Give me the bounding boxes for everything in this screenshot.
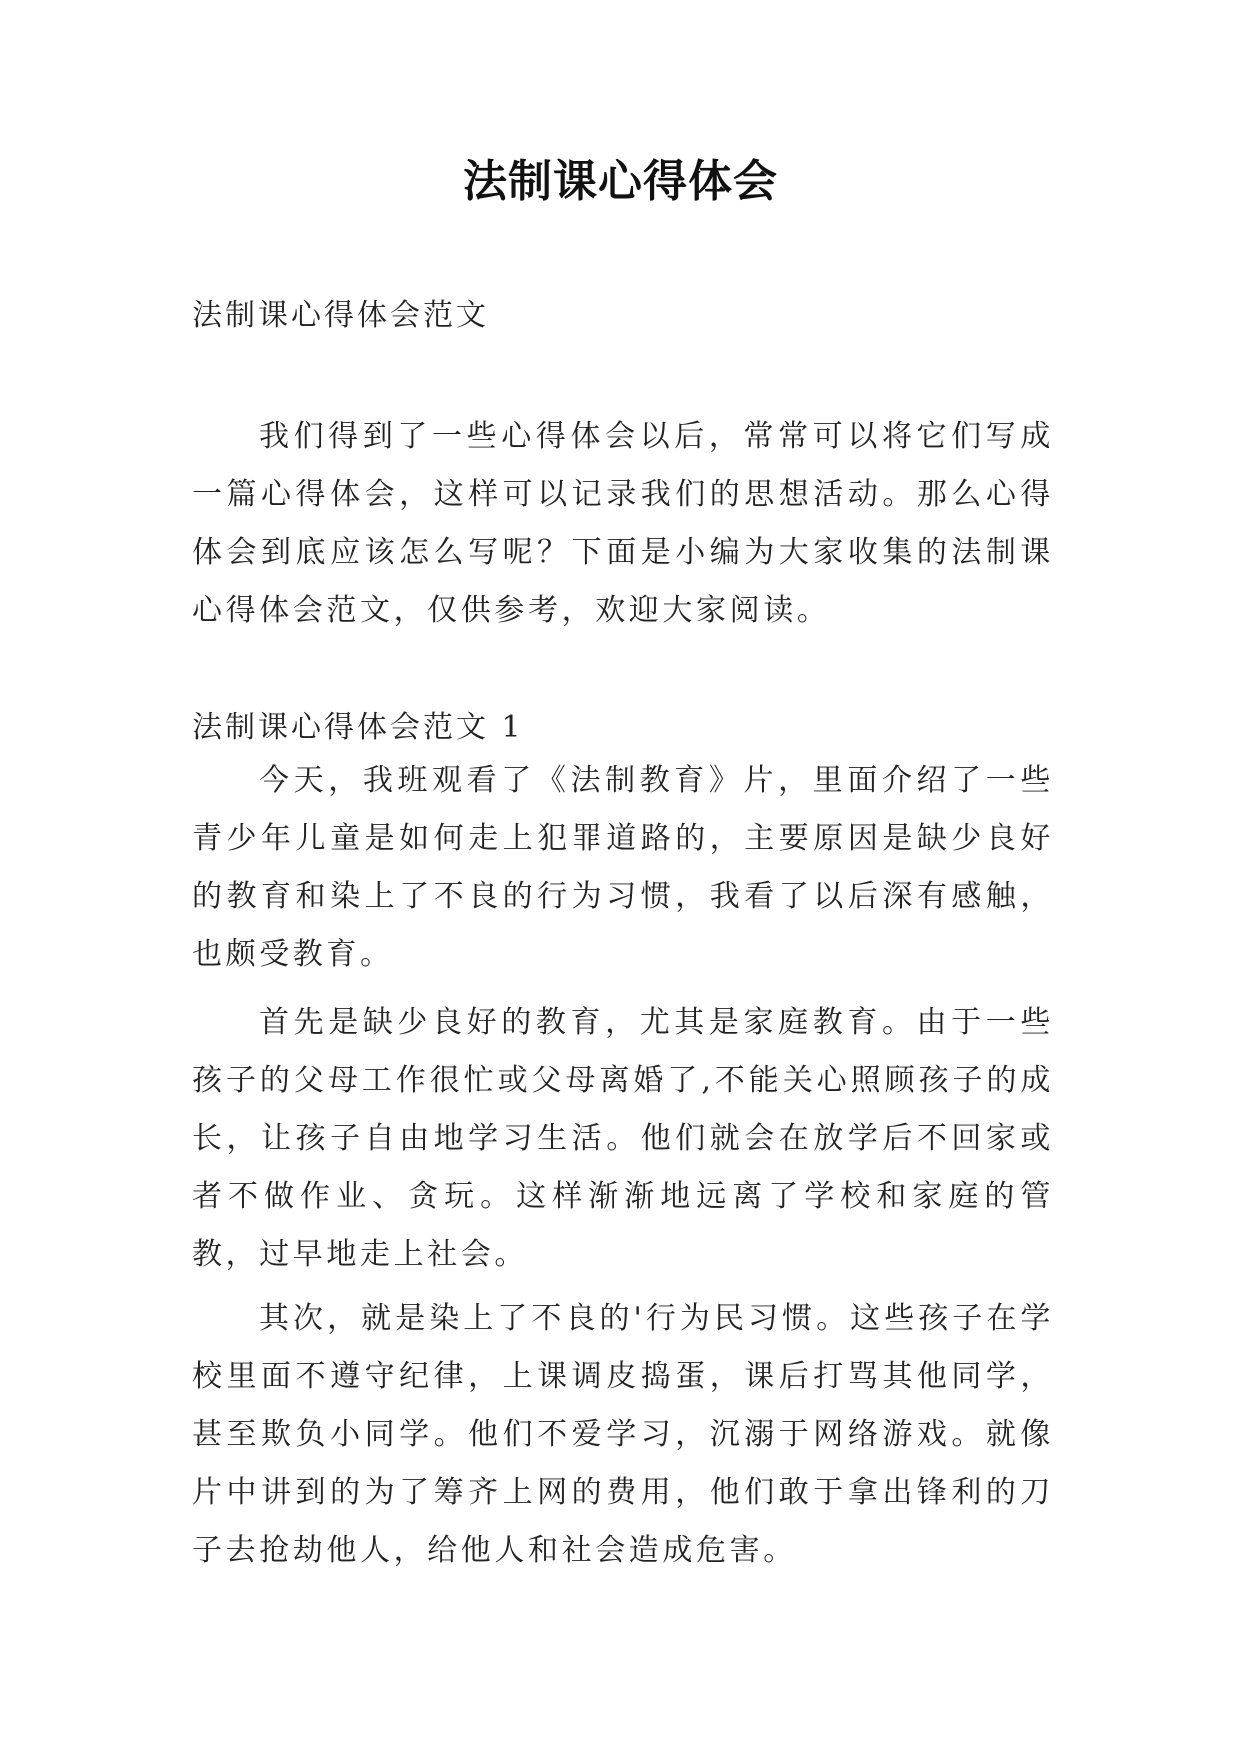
document-title: 法制课心得体会 (463, 156, 778, 207)
document-subtitle: 法制课心得体会范文 (192, 298, 489, 333)
body-paragraph: 其次，就是染上了不良的'行为民习惯。这些孩子在学校里面不遵守纪律，上课调皮捣蛋，课后打骂其他同学，甚至欺负小同学。他们不爱学习，沉溺于网络游戏。就像片中讲到的为了筹齐上网的费用，他们敢于拿出锋利的刀子去抢劫他人，给他人和社会造成危害。 (192, 1301, 1054, 1568)
body-paragraph: 今天，我班观看了《法制教育》片，里面介绍了一些青少年儿童是如何走上犯罪道路的，主要原因是缺少良好的教育和染上了不良的行为习惯，我看了以后深有感触，也颇受教育。 (192, 763, 1054, 972)
section-heading: 法制课心得体会范文 1 (192, 710, 524, 745)
body-paragraph: 首先是缺少良好的教育，尤其是家庭教育。由于一些孩子的父母工作很忙或父母离婚了,不能关心照顾孩子的成长，让孩子自由地学习生活。他们就会在放学后不回家或者不做作业、贪玩。这样渐渐地远离了学校和家庭的管教，过早地走上社会。 (192, 1005, 1054, 1272)
intro-paragraph: 我们得到了一些心得体会以后，常常可以将它们写成一篇心得体会，这样可以记录我们的思想活动。那么心得体会到底应该怎么写呢？下面是小编为大家收集的法制课心得体会范文，仅供参考，欢迎大家阅读。 (192, 419, 1054, 628)
